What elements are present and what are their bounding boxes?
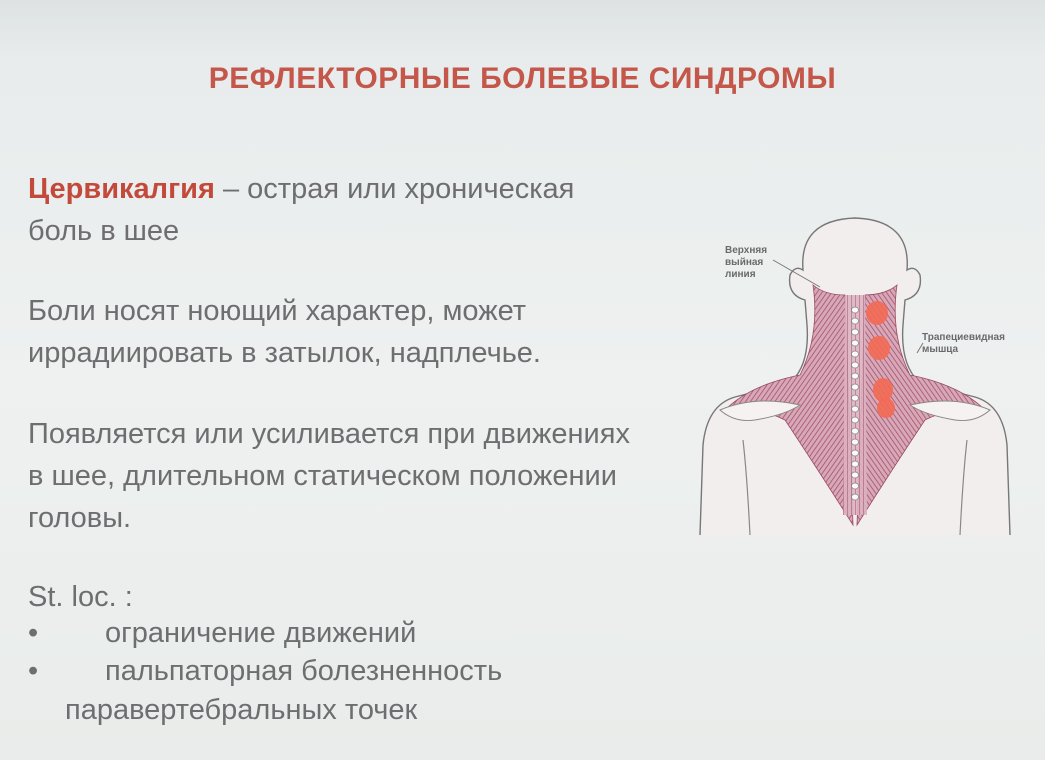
list-item-text: пальпаторная болезненность	[105, 655, 503, 687]
definition-paragraph	[28, 168, 588, 252]
pain-point	[873, 378, 893, 402]
term-cervicalgia: Цервикалгия	[28, 173, 215, 205]
bullet-icon: •	[28, 617, 39, 649]
label-line: мышца	[922, 344, 959, 355]
st-loc-label: St. loc. :	[28, 581, 133, 613]
label-line: Трапециевидная	[922, 332, 1005, 343]
st-loc-list	[28, 614, 502, 690]
list-item	[28, 614, 502, 652]
slide-title: РЕФЛЕКТОРНЫЕ БОЛЕВЫЕ СИНДРОМЫ	[208, 62, 837, 95]
pain-character-paragraph: Боли носят ноющий характер, может иррадиировать в затылок, надплечье.	[28, 295, 541, 369]
list-item	[28, 652, 502, 690]
label-trapezius	[922, 332, 1042, 356]
list-item-text: ограничение движений	[105, 617, 417, 649]
definition-text: – острая или хроническая боль в шее	[28, 173, 575, 247]
pain-point	[868, 336, 890, 360]
pain-point	[866, 301, 888, 325]
label-line: Верхняя	[725, 245, 768, 256]
label-upper-nuchal-line	[725, 245, 785, 281]
aggravation-paragraph: Появляется или усиливается при движениях в шее, длительном статическом положении головы.	[28, 418, 630, 534]
bullet-icon: •	[28, 655, 39, 687]
pain-point	[877, 398, 895, 418]
label-line: линия	[725, 269, 756, 280]
list-item-continuation: паравертебральных точек	[65, 694, 418, 726]
label-line: выйная	[725, 257, 764, 268]
